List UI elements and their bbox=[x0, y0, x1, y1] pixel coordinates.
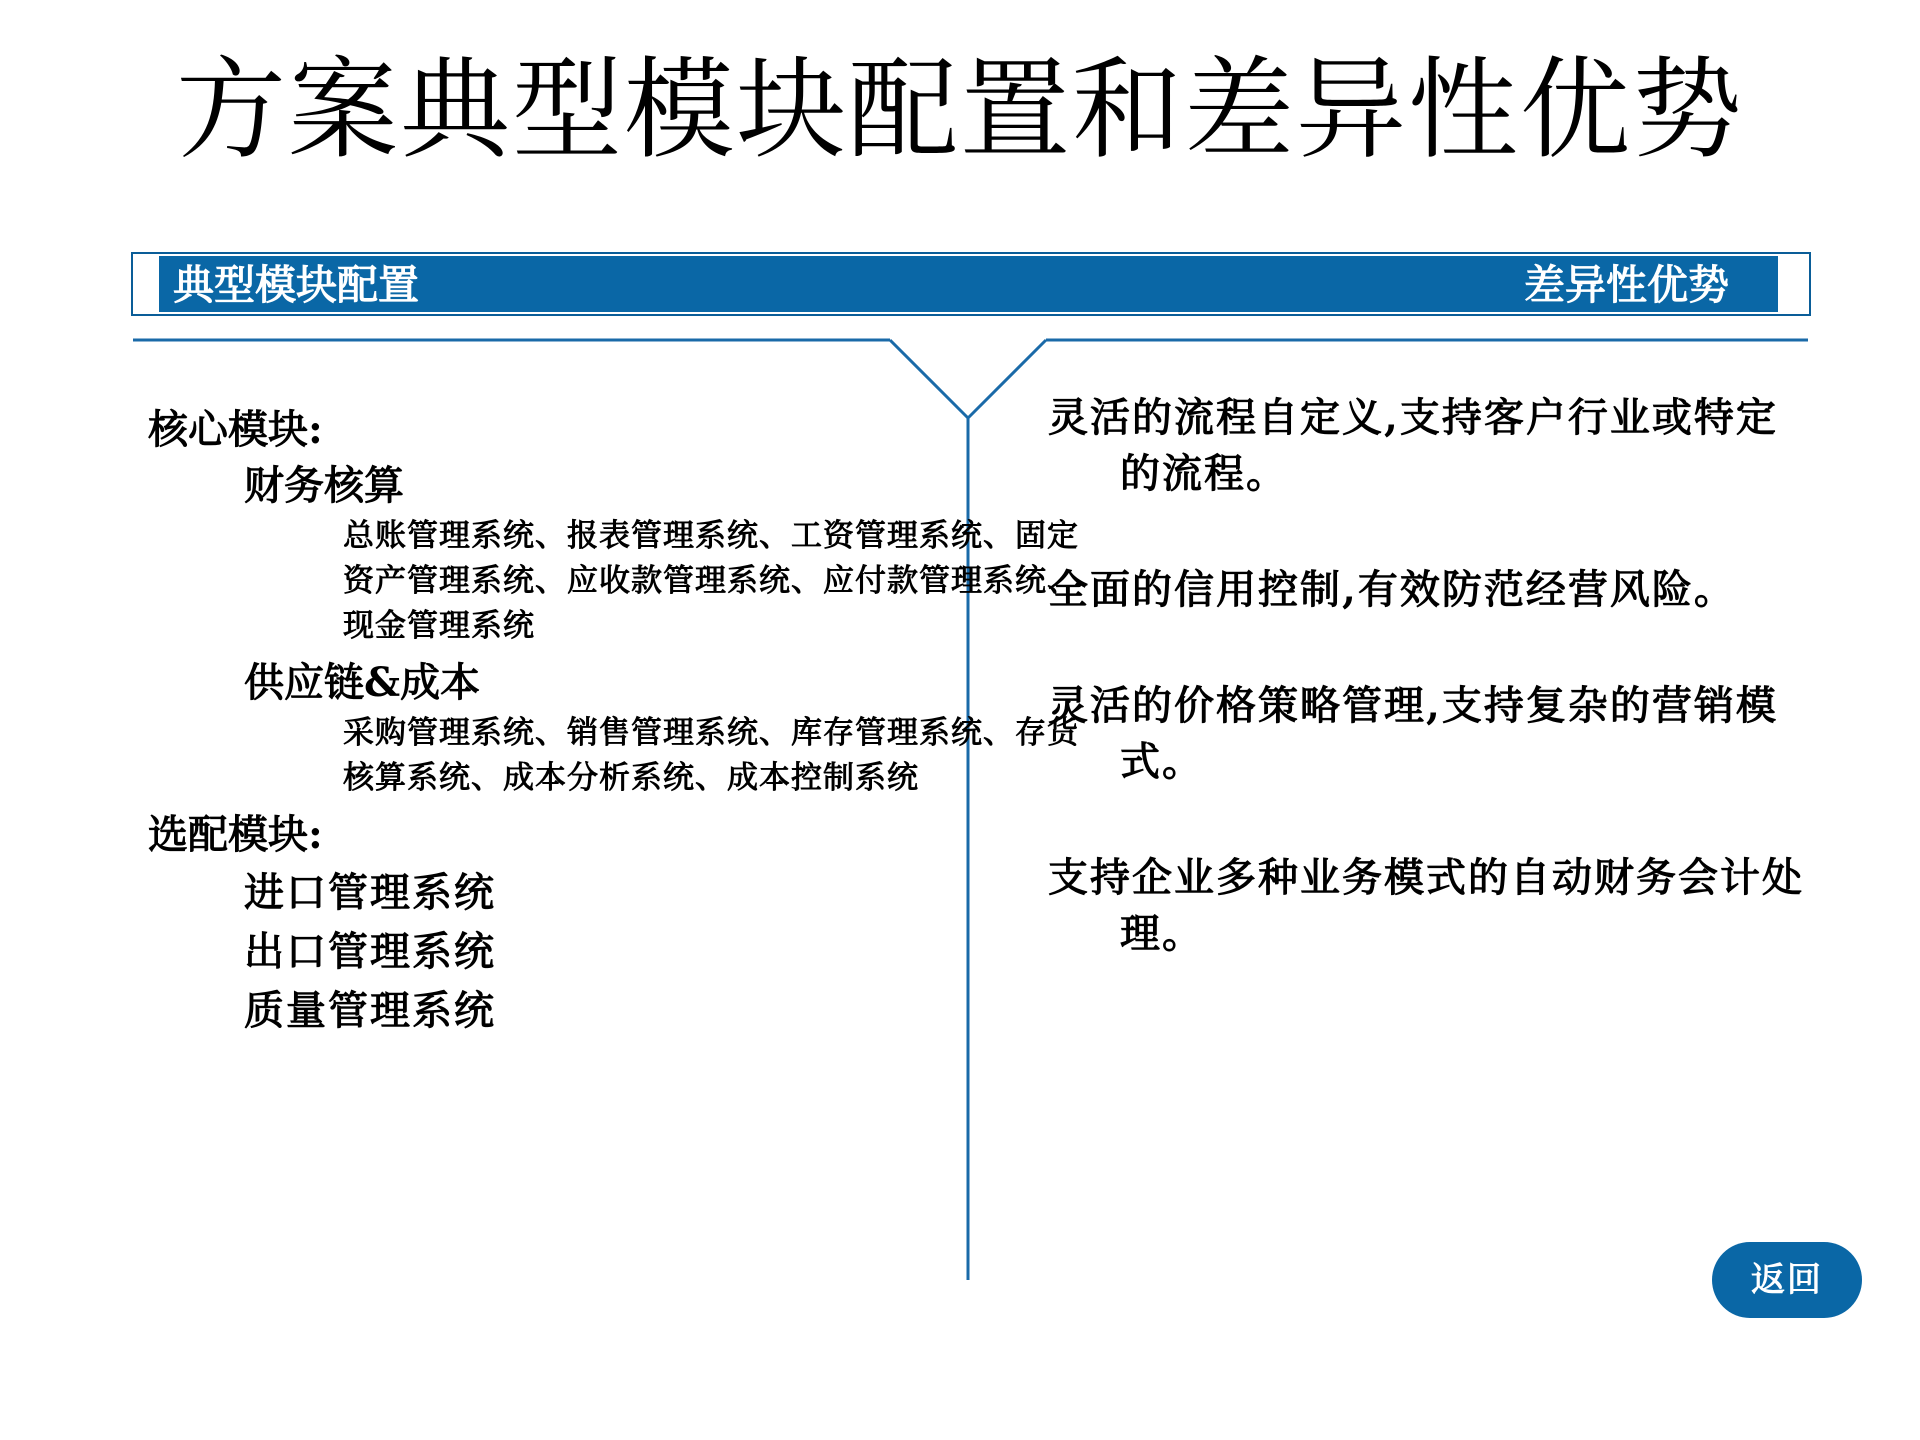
finance-heading: 财务核算 bbox=[244, 462, 404, 509]
page-title: 方案典型模块配置和差异性优势 bbox=[176, 46, 1744, 174]
finance-detail: 总账管理系统、报表管理系统、工资管理系统、固定资产管理系统、应收款管理系统、应付款管理系统、现金管理系统 bbox=[343, 518, 1079, 644]
optional-module-item: 进口管理系统 bbox=[244, 869, 496, 916]
advantage-item: 全面的信用控制,有效防范经营风险。 bbox=[1048, 566, 1736, 613]
core-modules-heading: 核心模块: bbox=[148, 406, 323, 453]
advantage-item: 灵活的价格策略管理,支持复杂的营销模式。 bbox=[1048, 682, 1778, 785]
header-left-label: 典型模块配置 bbox=[173, 261, 419, 309]
header-right-label: 差异性优势 bbox=[1524, 261, 1729, 309]
optional-module-item: 出口管理系统 bbox=[244, 928, 496, 975]
supply-chain-detail: 采购管理系统、销售管理系统、库存管理系统、存货核算系统、成本分析系统、成本控制系统 bbox=[343, 715, 1079, 796]
module-config-column bbox=[148, 402, 1079, 1040]
optional-modules-heading: 选配模块: bbox=[148, 811, 323, 858]
supply-chain-heading: 供应链&成本 bbox=[244, 659, 481, 706]
advantage-item: 支持企业多种业务模式的自动财务会计处理。 bbox=[1048, 854, 1804, 957]
optional-module-item: 质量管理系统 bbox=[244, 987, 496, 1034]
v-notch-right bbox=[968, 340, 1046, 418]
back-button[interactable]: 返回 bbox=[1712, 1242, 1862, 1318]
advantage-item: 灵活的流程自定义,支持客户行业或特定的流程。 bbox=[1048, 394, 1778, 497]
advantages-column bbox=[1048, 390, 1808, 1022]
